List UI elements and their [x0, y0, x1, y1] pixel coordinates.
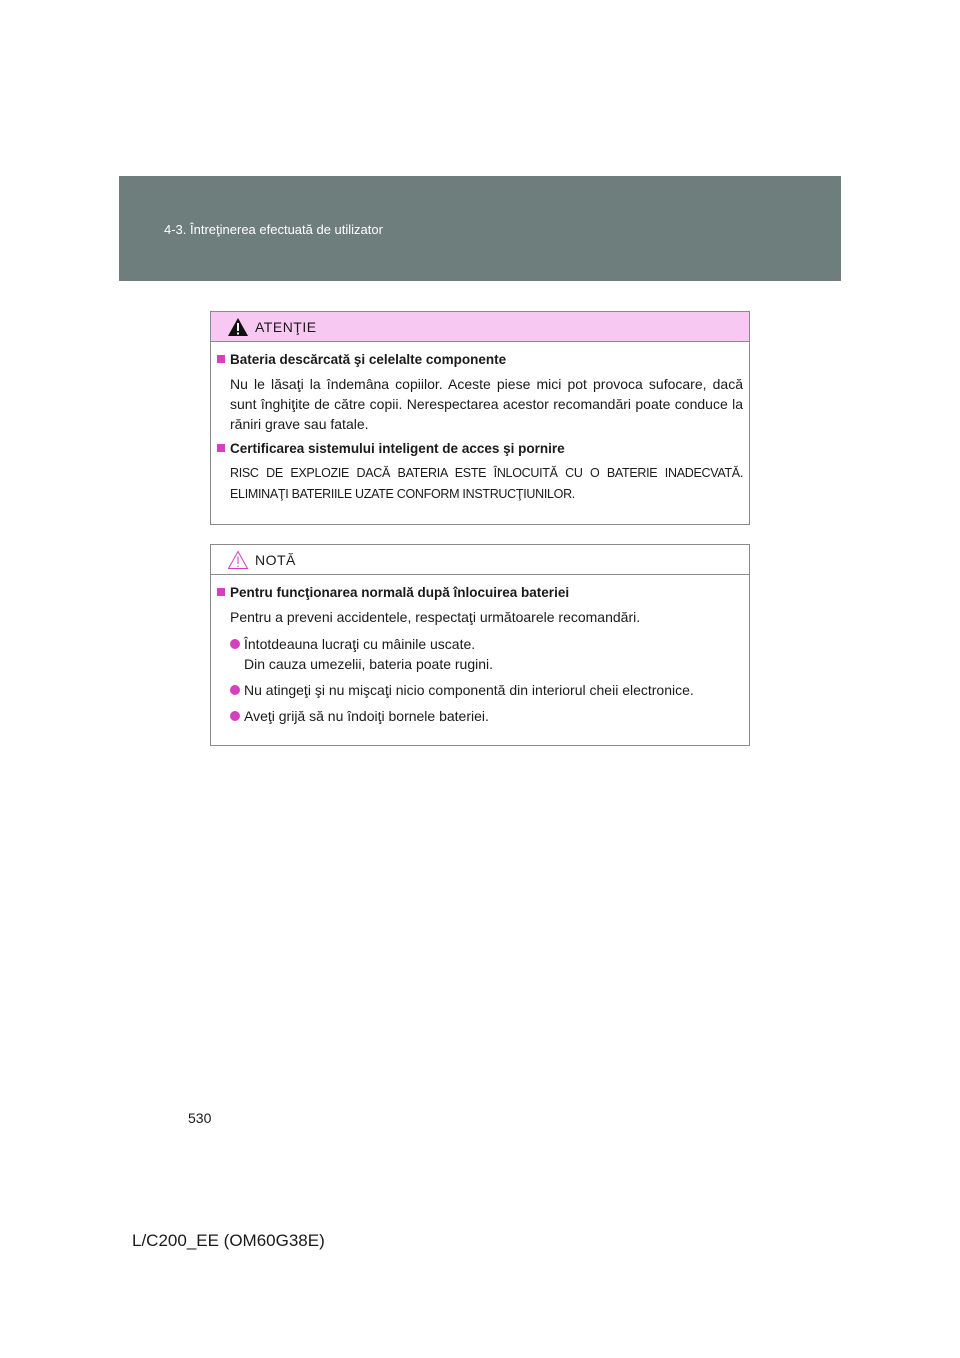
caution-heading-1 — [217, 352, 743, 367]
caution-heading-2-text: Certificarea sistemului inteligent de acces şi pornire — [230, 441, 565, 456]
note-bullet-2 — [230, 680, 743, 700]
note-heading-text: Pentru funcţionarea normală după înlocuirea bateriei — [230, 585, 570, 600]
footer-code: L/C200_EE (OM60G38E) — [132, 1231, 325, 1250]
note-bullet-1-line-2: Din cauza umezelii, bateria poate rugini. — [244, 656, 494, 672]
caution-heading-2 — [217, 441, 743, 456]
note-bullet-3-text: Aveţi grijă să nu îndoiţi bornele bateriei. — [244, 708, 489, 724]
note-title: NOTĂ — [255, 551, 296, 568]
note-body — [211, 575, 749, 726]
dot-bullet-icon — [230, 639, 240, 649]
caution-text-1: Nu le lăsaţi la îndemâna copiilor. Aceste piese mici pot provoca sufocare, dacă sunt înghiţite de către copii. Nerespectarea acestor recomandări poate conduce la răniri grave sau fatale. — [230, 376, 743, 432]
caution-body — [211, 342, 749, 505]
note-bullet-1-line-1: Întotdeauna lucraţi cu mâinile uscate. — [244, 636, 476, 652]
square-bullet-icon — [217, 355, 225, 363]
warning-icon — [227, 317, 249, 337]
caution-text-2: RISC DE EXPLOZIE DACĂ BATERIA ESTE ÎNLOCUITĂ CU O BATERIE INADECVATĂ. ELIMINAŢI BATERIILE UZATE CONFORM INSTRUCŢIUNILOR. — [230, 466, 743, 501]
caution-heading-1-text: Bateria descărcată şi celelalte componente — [230, 352, 507, 367]
warning-outline-icon — [227, 550, 249, 570]
caution-header — [211, 312, 749, 342]
square-bullet-icon — [217, 444, 225, 452]
dot-bullet-icon — [230, 685, 240, 695]
caution-title: ATENŢIE — [255, 318, 317, 335]
page-number: 530 — [188, 1110, 212, 1126]
note-intro: Pentru a preveni accidentele, respectaţi următoarele recomandări. — [230, 609, 641, 625]
note-header — [211, 545, 749, 575]
square-bullet-icon — [217, 588, 225, 596]
note-box — [210, 544, 750, 746]
note-bullet-1 — [230, 634, 743, 674]
note-heading — [217, 585, 743, 600]
note-bullet-3 — [230, 706, 743, 726]
dot-bullet-icon — [230, 711, 240, 721]
note-bullet-2-text: Nu atingeţi şi nu mişcaţi nicio componentă din interiorul cheii electronice. — [244, 682, 694, 698]
caution-box — [210, 311, 750, 525]
section-title: 4-3. Întreţinerea efectuată de utilizator — [164, 222, 383, 237]
header-band — [119, 176, 841, 281]
